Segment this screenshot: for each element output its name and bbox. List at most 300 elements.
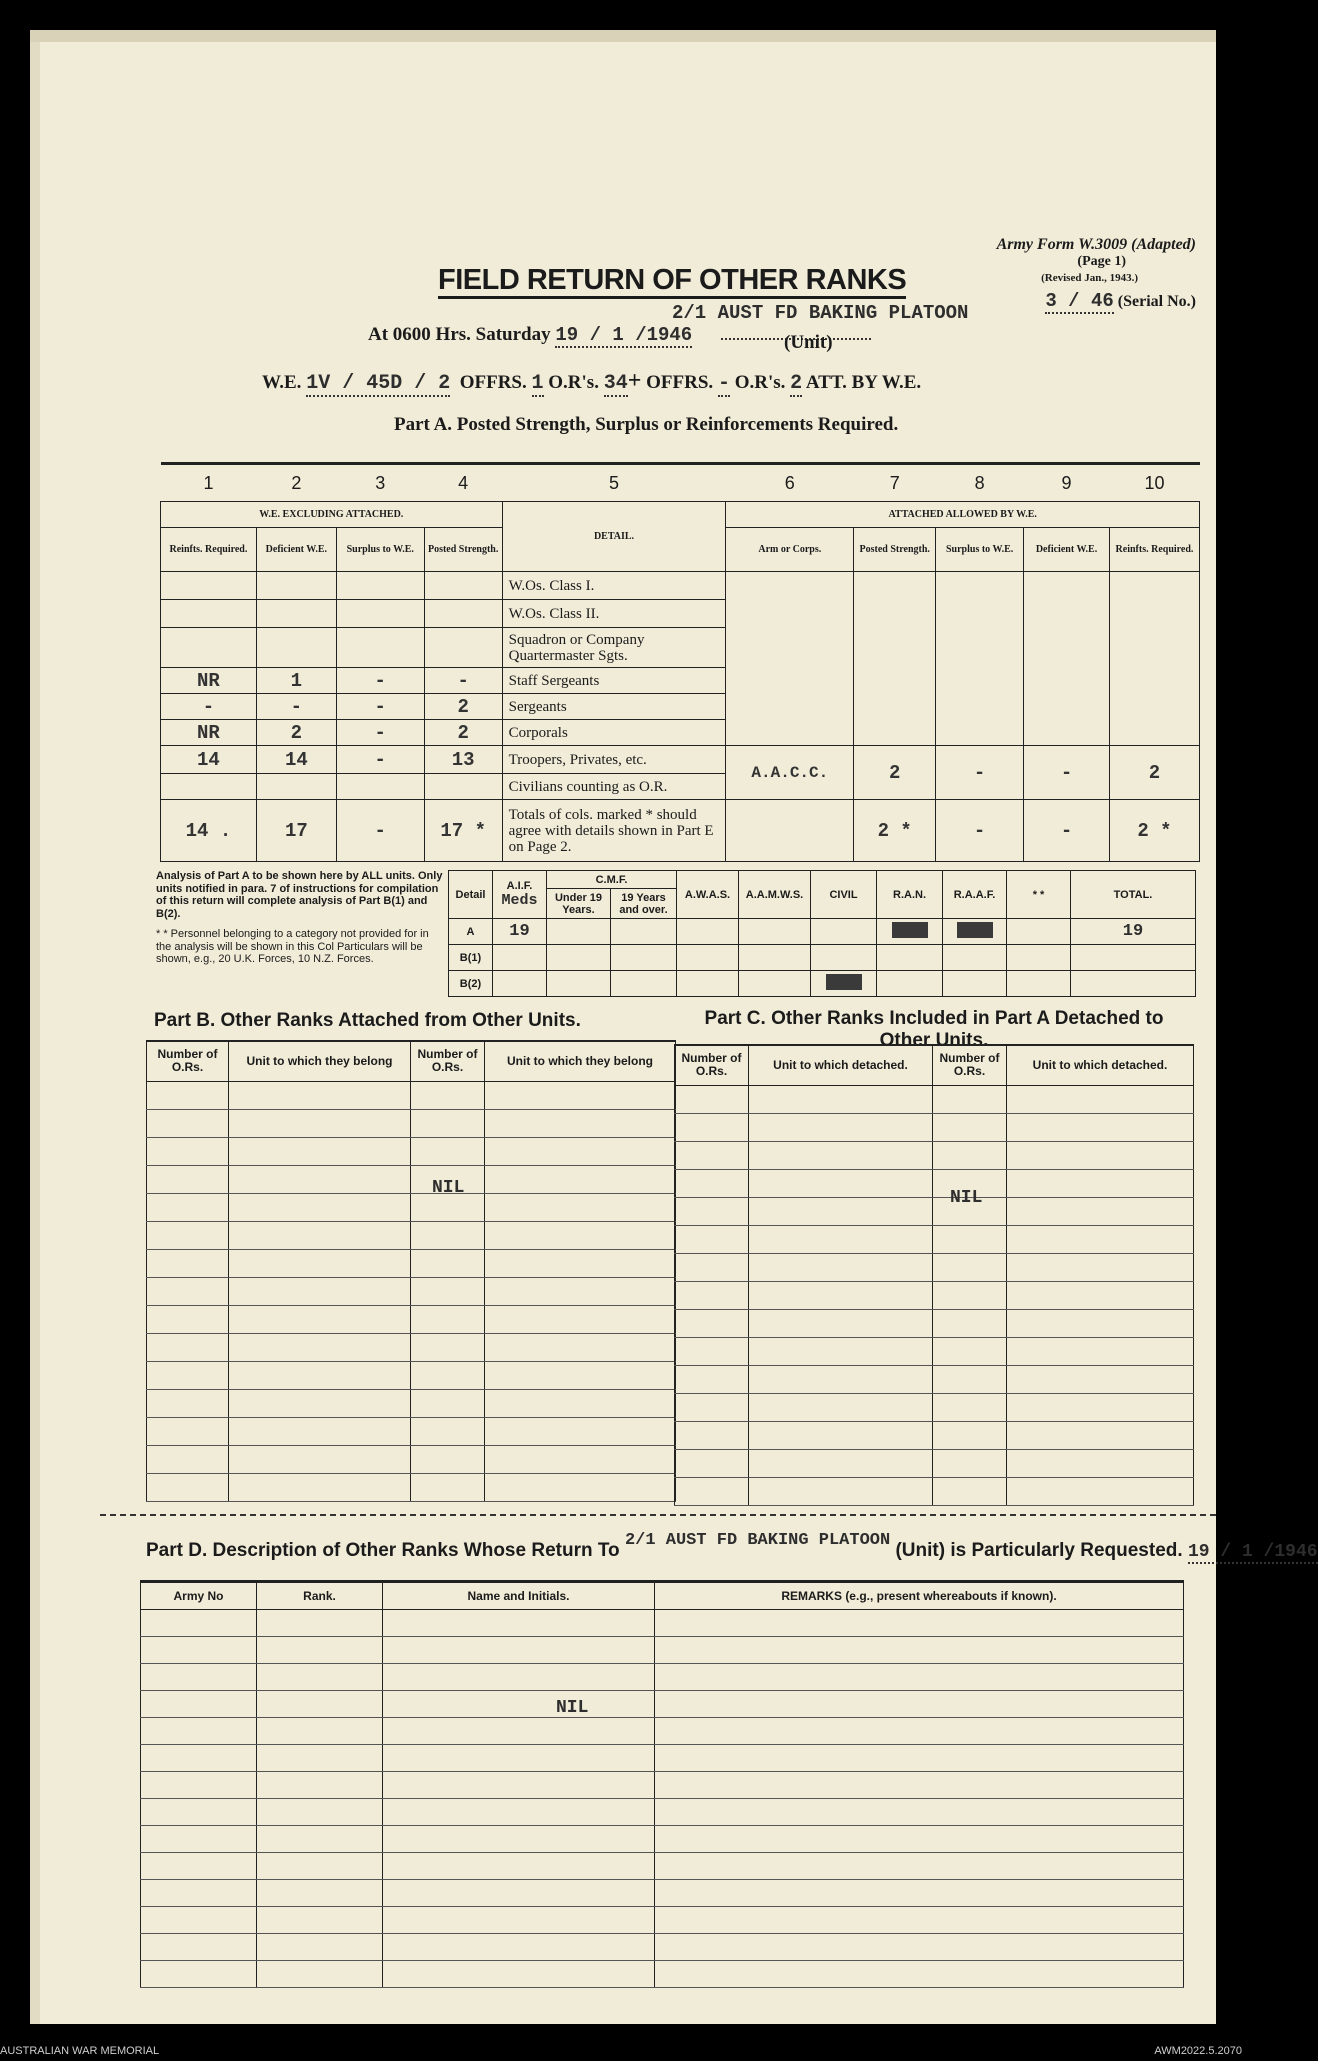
cell (655, 1826, 1184, 1853)
table-row (147, 1193, 676, 1221)
cell (726, 572, 854, 746)
analysis-note-2: * * Personnel belonging to a category not provided for in the analysis will be shown in this Col Particulars will be shown, e.g., 20 U.K. Forces, 10 N.Z. Forces. (156, 928, 429, 965)
att-deficient-header: Deficient W.E. (1024, 528, 1110, 572)
part-d-title-b: (Unit) is Particularly Requested. (895, 1540, 1183, 1561)
att-reinfts-cell: 2 (1109, 746, 1199, 800)
part-b-table (146, 1040, 676, 1502)
cell (141, 1610, 257, 1637)
offrs2-label: OFFRS. (646, 372, 714, 393)
cell (147, 1109, 229, 1137)
part-c-title: Part C. Other Ranks Included in Part A Detached to Other Units. (704, 1008, 1164, 1051)
cell (161, 774, 257, 800)
redaction (892, 922, 928, 938)
part-c-nil: NIL (950, 1188, 983, 1208)
army-no-header: Army No (141, 1582, 257, 1610)
cell: 2 (256, 720, 336, 746)
table-row (675, 1225, 1194, 1253)
totals-row (161, 800, 1200, 862)
cell (943, 945, 1007, 971)
cell (675, 1253, 749, 1281)
cell (256, 628, 336, 668)
cell (611, 971, 677, 997)
cell (655, 1853, 1184, 1880)
table-row (147, 1137, 676, 1165)
form-identifier (997, 236, 1196, 287)
cell (147, 1473, 229, 1501)
cell (147, 1249, 229, 1277)
cell (675, 1225, 749, 1253)
cell (655, 1934, 1184, 1961)
cell (257, 1664, 383, 1691)
cell (675, 1197, 749, 1225)
aif-a-value: 19 (493, 919, 547, 945)
remarks-header: REMARKS (e.g., present whereabouts if known). (655, 1582, 1184, 1610)
cell (411, 1417, 485, 1445)
cell (147, 1277, 229, 1305)
table-row (147, 1445, 676, 1473)
deficient-we-header: Deficient W.E. (256, 528, 336, 572)
we-label: W.E. (262, 372, 302, 393)
totals-detail: Totals of cols. marked * should agree with details shown in Part E on Page 2. (502, 800, 726, 862)
cell (411, 1361, 485, 1389)
cell (655, 1718, 1184, 1745)
part-c-body (675, 1085, 1194, 1505)
cell (933, 1141, 1007, 1169)
table-row (161, 572, 1200, 600)
cell: - (336, 668, 424, 694)
cell (411, 1473, 485, 1501)
cell (147, 1333, 229, 1361)
cell (257, 1853, 383, 1880)
cell (383, 1934, 655, 1961)
cell (1007, 919, 1071, 945)
cell (411, 1333, 485, 1361)
cell: 13 (424, 746, 502, 774)
time-label: At 0600 Hrs. Saturday (368, 324, 551, 345)
cell (675, 1281, 749, 1309)
cell (933, 1477, 1007, 1505)
cell (1007, 1169, 1194, 1197)
attached-allowed-header: ATTACHED ALLOWED BY W.E. (726, 502, 1200, 528)
table-row (147, 1165, 676, 1193)
cell (749, 1365, 933, 1393)
ors-label: O.R's. (548, 372, 599, 393)
cell (257, 1637, 383, 1664)
cell (485, 1137, 676, 1165)
table-row (147, 1389, 676, 1417)
analysis-table (448, 870, 1196, 997)
detail-cell: W.Os. Class II. (502, 600, 726, 628)
cell (424, 774, 502, 800)
cell (336, 572, 424, 600)
cell (1007, 1477, 1194, 1505)
cell (141, 1745, 257, 1772)
col-number: 1 (161, 464, 257, 502)
cell (877, 945, 943, 971)
cell: 1 (256, 668, 336, 694)
cell (933, 1225, 1007, 1253)
table-row (147, 1333, 676, 1361)
cell (256, 572, 336, 600)
unit-belong-header: Unit to which they belong (485, 1041, 676, 1081)
cell (749, 1113, 933, 1141)
cell (675, 1365, 749, 1393)
page-title: FIELD RETURN OF OTHER RANKS (438, 264, 906, 299)
table-row (675, 1281, 1194, 1309)
cell (485, 1361, 676, 1389)
cell: NR (161, 720, 257, 746)
part-a-table (160, 462, 1200, 862)
cell (1007, 945, 1071, 971)
cell (936, 572, 1024, 746)
part-a-title: Part A. Posted Strength, Surplus or Reinforcements Required. (394, 414, 899, 435)
cell (493, 945, 547, 971)
total-cell: 17 (256, 800, 336, 862)
cell (141, 1826, 257, 1853)
att-label: ATT. BY W.E. (805, 372, 922, 393)
cell (749, 1141, 933, 1169)
cell (933, 1253, 1007, 1281)
cell (933, 1365, 1007, 1393)
table-row (141, 1691, 1184, 1718)
cell (677, 919, 739, 945)
cell (1007, 1253, 1194, 1281)
table-row (141, 1907, 1184, 1934)
total-cell: 2 * (1109, 800, 1199, 862)
other-header: * * (1007, 871, 1071, 919)
cell (655, 1907, 1184, 1934)
detail-cell: Squadron or Company Quartermaster Sgts. (502, 628, 726, 668)
table-row (675, 1337, 1194, 1365)
cell (141, 1853, 257, 1880)
cell (1007, 1365, 1194, 1393)
detail-cell: Corporals (502, 720, 726, 746)
aamws-header: A.A.M.W.S. (739, 871, 811, 919)
ors2-typed: 2 (790, 372, 803, 395)
cell (256, 600, 336, 628)
cell (675, 1477, 749, 1505)
detail-header: Detail (449, 871, 493, 919)
table-row (675, 1421, 1194, 1449)
cell (383, 1637, 655, 1664)
cell (147, 1193, 229, 1221)
cell (229, 1277, 411, 1305)
cell (655, 1745, 1184, 1772)
att-deficient-cell: - (1024, 746, 1110, 800)
redaction (826, 974, 862, 990)
cell (943, 919, 1007, 945)
detail-header: DETAIL. (502, 502, 726, 572)
unit-label: (Unit) (784, 332, 833, 353)
date-typed: 19 / 1 /1946 (555, 324, 693, 346)
cell (547, 919, 611, 945)
table-row (141, 1718, 1184, 1745)
table-row (141, 1799, 1184, 1826)
table-row (147, 1221, 676, 1249)
cell (655, 1664, 1184, 1691)
cell (749, 1393, 933, 1421)
total-cell: - (936, 800, 1024, 862)
cell (383, 1772, 655, 1799)
total-a-value: 19 (1071, 919, 1196, 945)
cell (675, 1141, 749, 1169)
plus-sign: + (627, 368, 642, 394)
table-row (675, 1085, 1194, 1113)
analysis-note-1: Analysis of Part A to be shown here by ALL units. Only units notified in para. 7 of instructions for compilation of this return will complete analysis of Part B(1) and B(2). (156, 870, 443, 920)
cell (336, 774, 424, 800)
col-number: 10 (1109, 464, 1199, 502)
part-d-nil: NIL (556, 1698, 589, 1718)
table-row (141, 1853, 1184, 1880)
col-number: 7 (854, 464, 936, 502)
cell (141, 1907, 257, 1934)
cell (739, 971, 811, 997)
offrs-typed: 1 (531, 372, 544, 395)
aif-header (493, 871, 547, 919)
unit-belong-header: Unit to which they belong (229, 1041, 411, 1081)
att-posted-cell: 2 (854, 746, 936, 800)
total-cell: - (1024, 800, 1110, 862)
awas-header: A.W.A.S. (677, 871, 739, 919)
cell (257, 1610, 383, 1637)
cell (749, 1197, 933, 1225)
cell (147, 1221, 229, 1249)
cell (336, 628, 424, 668)
analysis-note (156, 870, 446, 966)
revised-label: (Revised Jan., 1943.) (1041, 272, 1138, 284)
table-row (141, 1772, 1184, 1799)
cell (147, 1165, 229, 1193)
table-row (141, 1826, 1184, 1853)
cell (811, 919, 877, 945)
reinfts-required-header: Reinfts. Required. (161, 528, 257, 572)
cell (655, 1880, 1184, 1907)
cell (675, 1113, 749, 1141)
cell: 2 (424, 694, 502, 720)
cell (257, 1718, 383, 1745)
cell (257, 1745, 383, 1772)
cell (877, 971, 943, 997)
cell (147, 1361, 229, 1389)
cell (257, 1799, 383, 1826)
cell (675, 1309, 749, 1337)
cell (383, 1826, 655, 1853)
cell (383, 1799, 655, 1826)
part-b-body (147, 1081, 676, 1501)
table-row (449, 919, 1196, 945)
cell (677, 971, 739, 997)
cell: - (256, 694, 336, 720)
cell (229, 1137, 411, 1165)
cell (1007, 1141, 1194, 1169)
over19-header: 19 Years and over. (611, 889, 677, 919)
cell (383, 1745, 655, 1772)
cell (1007, 1337, 1194, 1365)
att-surplus-cell: - (936, 746, 1024, 800)
cell (677, 945, 739, 971)
cell (655, 1610, 1184, 1637)
cell (485, 1417, 676, 1445)
cell (675, 1449, 749, 1477)
table-row (161, 746, 1200, 774)
cell (749, 1281, 933, 1309)
cell (933, 1337, 1007, 1365)
table-row (675, 1169, 1194, 1197)
cell (383, 1853, 655, 1880)
part-d-title-a: Part D. Description of Other Ranks Whose Return To (146, 1540, 620, 1561)
cell: 2 (424, 720, 502, 746)
cell (933, 1281, 1007, 1309)
cell (749, 1085, 933, 1113)
number-ors-header: Number of O.Rs. (933, 1045, 1007, 1085)
cell (411, 1277, 485, 1305)
part-d-unit-typed: 2/1 AUST FD BAKING PLATOON (624, 1531, 891, 1550)
cell (933, 1421, 1007, 1449)
table-row (675, 1141, 1194, 1169)
col-number: 9 (1024, 464, 1110, 502)
cell (383, 1718, 655, 1745)
total-cell: 2 * (854, 800, 936, 862)
att-reinfts-header: Reinfts. Required. (1109, 528, 1199, 572)
cell (1071, 971, 1196, 997)
serial-typed: 3 / 46 (1045, 290, 1114, 312)
cell (943, 971, 1007, 997)
cell (147, 1137, 229, 1165)
raaf-header: R.A.A.F. (943, 871, 1007, 919)
table-row (147, 1081, 676, 1109)
cell (749, 1253, 933, 1281)
table-row (449, 945, 1196, 971)
cell (1071, 945, 1196, 971)
cell (1007, 1113, 1194, 1141)
cell (675, 1085, 749, 1113)
cell (411, 1389, 485, 1417)
cell (229, 1417, 411, 1445)
cell (1007, 1309, 1194, 1337)
rank-header: Rank. (257, 1582, 383, 1610)
aif-label: A.I.F. (506, 880, 533, 892)
cell (485, 1389, 676, 1417)
cell (161, 572, 257, 600)
table-row (141, 1961, 1184, 1988)
col-number: 2 (256, 464, 336, 502)
cell (257, 1934, 383, 1961)
att-posted-header: Posted Strength. (854, 528, 936, 572)
cell (229, 1249, 411, 1277)
page-label: (Page 1) (1077, 254, 1126, 269)
we-excluding-header: W.E. EXCLUDING ATTACHED. (161, 502, 503, 528)
table-row (147, 1277, 676, 1305)
cell (485, 1165, 676, 1193)
cell (256, 774, 336, 800)
cell (675, 1169, 749, 1197)
cell (485, 1249, 676, 1277)
table-row (147, 1249, 676, 1277)
cell (411, 1305, 485, 1333)
att-surplus-header: Surplus to W.E. (936, 528, 1024, 572)
cell (229, 1473, 411, 1501)
cell (383, 1610, 655, 1637)
offrs-label: OFFRS. (459, 372, 527, 393)
unit-detached-header: Unit to which detached. (749, 1045, 933, 1085)
cell (141, 1934, 257, 1961)
cell: - (161, 694, 257, 720)
cell (655, 1961, 1184, 1988)
arm-corps-cell: A.A.C.C. (726, 746, 854, 800)
cell (611, 919, 677, 945)
cell (933, 1309, 1007, 1337)
cell (485, 1277, 676, 1305)
part-d-title (146, 1531, 1318, 1564)
under19-header: Under 19 Years. (547, 889, 611, 919)
cell: - (336, 694, 424, 720)
cell (749, 1477, 933, 1505)
cell: 14 (256, 746, 336, 774)
cell (1109, 572, 1199, 746)
cell (675, 1421, 749, 1449)
cell (147, 1445, 229, 1473)
cell (1007, 1085, 1194, 1113)
unit-detached-header: Unit to which detached. (1007, 1045, 1194, 1085)
table-row (675, 1449, 1194, 1477)
cell (383, 1907, 655, 1934)
column-number-row (161, 464, 1200, 502)
cell (257, 1772, 383, 1799)
cell (933, 1085, 1007, 1113)
arm-corps-header: Arm or Corps. (726, 528, 854, 572)
cell (749, 1225, 933, 1253)
cell (1007, 1393, 1194, 1421)
table-row (141, 1745, 1184, 1772)
cell (811, 945, 877, 971)
army-form-label: Army Form W.3009 (Adapted) (996, 236, 1196, 253)
table-row (675, 1477, 1194, 1505)
table-row (141, 1880, 1184, 1907)
total-cell: 17 * (424, 800, 502, 862)
table-row (675, 1393, 1194, 1421)
part-d-table (140, 1580, 1184, 1988)
serial-label: (Serial No.) (1117, 293, 1196, 310)
cell (229, 1193, 411, 1221)
cell (424, 628, 502, 668)
cell (485, 1109, 676, 1137)
table-row (147, 1109, 676, 1137)
cell (749, 1421, 933, 1449)
cell (1007, 1421, 1194, 1449)
cell (547, 971, 611, 997)
table-row (147, 1305, 676, 1333)
cell (383, 1880, 655, 1907)
cell (229, 1445, 411, 1473)
cell (141, 1691, 257, 1718)
cell (933, 1449, 1007, 1477)
cell (749, 1337, 933, 1365)
cell (411, 1249, 485, 1277)
cmf-header: C.M.F. (547, 871, 677, 889)
name-header: Name and Initials. (383, 1582, 655, 1610)
part-d-body (141, 1610, 1184, 1988)
part-d-date-typed: 19 / 1 /1946 (1187, 1542, 1318, 1562)
cell (147, 1305, 229, 1333)
col-number: 5 (502, 464, 726, 502)
cell (749, 1169, 933, 1197)
cell (655, 1772, 1184, 1799)
detail-cell: Civilians counting as O.R. (502, 774, 726, 800)
cell (147, 1389, 229, 1417)
unit-typed: 2/1 AUST FD BAKING PLATOON (672, 302, 969, 324)
serial-number (1045, 290, 1196, 314)
cell (147, 1081, 229, 1109)
